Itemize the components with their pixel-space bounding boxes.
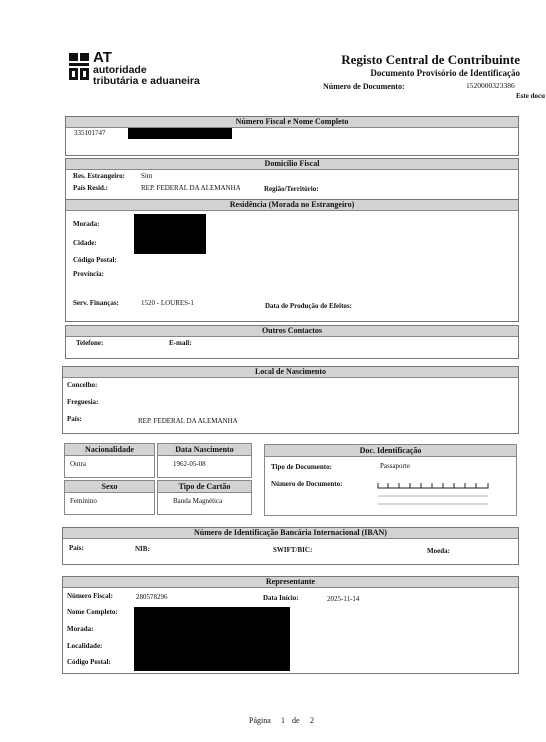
rep-numero-fiscal-label: Número Fiscal: — [67, 592, 113, 600]
nib-label: NIB: — [135, 545, 150, 553]
representante-section-title: Representante — [63, 577, 518, 588]
tipo-documento-label: Tipo de Documento: — [271, 463, 332, 471]
res-estrangeiro-value: Sim — [141, 172, 153, 180]
serv-financas-value: 1520 - LOURES-1 — [141, 299, 194, 307]
morada-label: Morada: — [73, 220, 100, 228]
nif-section — [65, 116, 519, 156]
edge-text: Este docu — [516, 92, 545, 100]
document-title: Registo Central de Contribuinte — [341, 52, 520, 67]
iban-pais-label: País: — [69, 544, 84, 552]
data-producao-label: Data de Produção de Efeitos: — [265, 302, 352, 310]
nacionalidade-title: Nacionalidade — [65, 444, 154, 456]
numero-documento-boxes — [377, 479, 489, 509]
residencia-section-title: Residência (Morada no Estrangeiro) — [66, 200, 518, 211]
domicilio-section — [65, 158, 519, 200]
email-label: E-mail: — [169, 339, 192, 347]
doc-identificacao-box — [264, 444, 517, 516]
nif-value: 335101747 — [74, 129, 106, 137]
pais-nasc-value: REP. FEDERAL DA ALEMANHA — [138, 417, 238, 425]
rep-codigo-postal-label: Código Postal: — [67, 658, 111, 666]
doc-number-label: Número de Documento: — [323, 82, 405, 91]
logo-line-2: tributária e aduaneira — [93, 75, 200, 87]
tipo-cartao-value: Banda Magnética — [173, 497, 223, 505]
doc-identificacao-title: Doc. Identificação — [265, 445, 516, 457]
data-nascimento-value: 1962-05-08 — [173, 460, 206, 468]
outros-contactos-title: Outros Contactos — [66, 326, 518, 337]
nacionalidade-box — [64, 443, 155, 478]
pais-resid-label: País Resid.: — [73, 184, 108, 192]
domicilio-section-title: Domicílio Fiscal — [66, 159, 518, 170]
residencia-section — [65, 199, 519, 322]
outros-contactos-section — [65, 325, 519, 359]
provincia-label: Província: — [73, 270, 104, 278]
codigo-postal-label: Código Postal: — [73, 256, 117, 264]
numero-documento-label: Número de Documento: — [271, 480, 343, 488]
doc-number-value: 1520000323386 — [466, 81, 515, 90]
page-current: 1 — [281, 716, 285, 725]
rep-numero-fiscal-value: 280578296 — [136, 593, 168, 601]
representante-section — [62, 576, 519, 674]
page-total: 2 — [310, 716, 314, 725]
cidade-label: Cidade: — [73, 239, 97, 247]
serv-financas-label: Serv. Finanças: — [73, 299, 119, 307]
redaction-nome — [128, 128, 232, 139]
redaction-morada — [134, 214, 206, 254]
rep-morada-label: Morada: — [67, 625, 94, 633]
document-subtitle: Documento Provisório de Identificação — [370, 68, 520, 78]
rep-nome-label: Nome Completo: — [67, 608, 118, 616]
swift-label: SWIFT/BIC: — [273, 546, 313, 554]
nif-section-title: Número Fiscal e Nome Completo — [66, 117, 518, 128]
concelho-label: Concelho: — [67, 381, 98, 389]
sexo-title: Sexo — [65, 481, 154, 493]
freguesia-label: Freguesia: — [67, 398, 99, 406]
iban-section — [62, 527, 519, 565]
data-nascimento-title: Data Nascimento — [158, 444, 251, 456]
rep-data-inicio-label: Data Início: — [263, 594, 299, 602]
rep-data-inicio-value: 2025-11-14 — [327, 595, 360, 603]
logo-at-text: AT — [93, 49, 112, 66]
nacionalidade-value: Outra — [70, 460, 86, 468]
regiao-label: Região/Território: — [264, 185, 319, 193]
page-de-label: de — [292, 716, 300, 725]
nascimento-section-title: Local de Nascimento — [63, 367, 518, 378]
res-estrangeiro-label: Res. Estrangeiro: — [73, 172, 125, 180]
tipo-cartao-title: Tipo de Cartão — [158, 481, 251, 493]
nascimento-section — [62, 366, 519, 434]
sexo-value: Feminino — [70, 497, 97, 505]
rep-localidade-label: Localidade: — [67, 642, 103, 650]
sexo-box — [64, 480, 155, 515]
at-logo-icon — [68, 52, 90, 82]
logo-line-1: autoridade — [93, 64, 147, 76]
iban-section-title: Número de Identificação Bancária Internacional (IBAN) — [63, 528, 518, 539]
telefone-label: Telefone: — [76, 339, 104, 347]
tipo-cartao-box — [157, 480, 252, 515]
tipo-documento-value: Passaporte — [380, 462, 410, 470]
pais-nasc-label: País: — [67, 415, 82, 423]
moeda-label: Moeda: — [427, 547, 450, 555]
page-label: Página — [249, 716, 271, 725]
pais-resid-value: REP. FEDERAL DA ALEMANHA — [141, 184, 241, 192]
redaction-representante — [134, 607, 290, 671]
data-nascimento-box — [157, 443, 252, 478]
